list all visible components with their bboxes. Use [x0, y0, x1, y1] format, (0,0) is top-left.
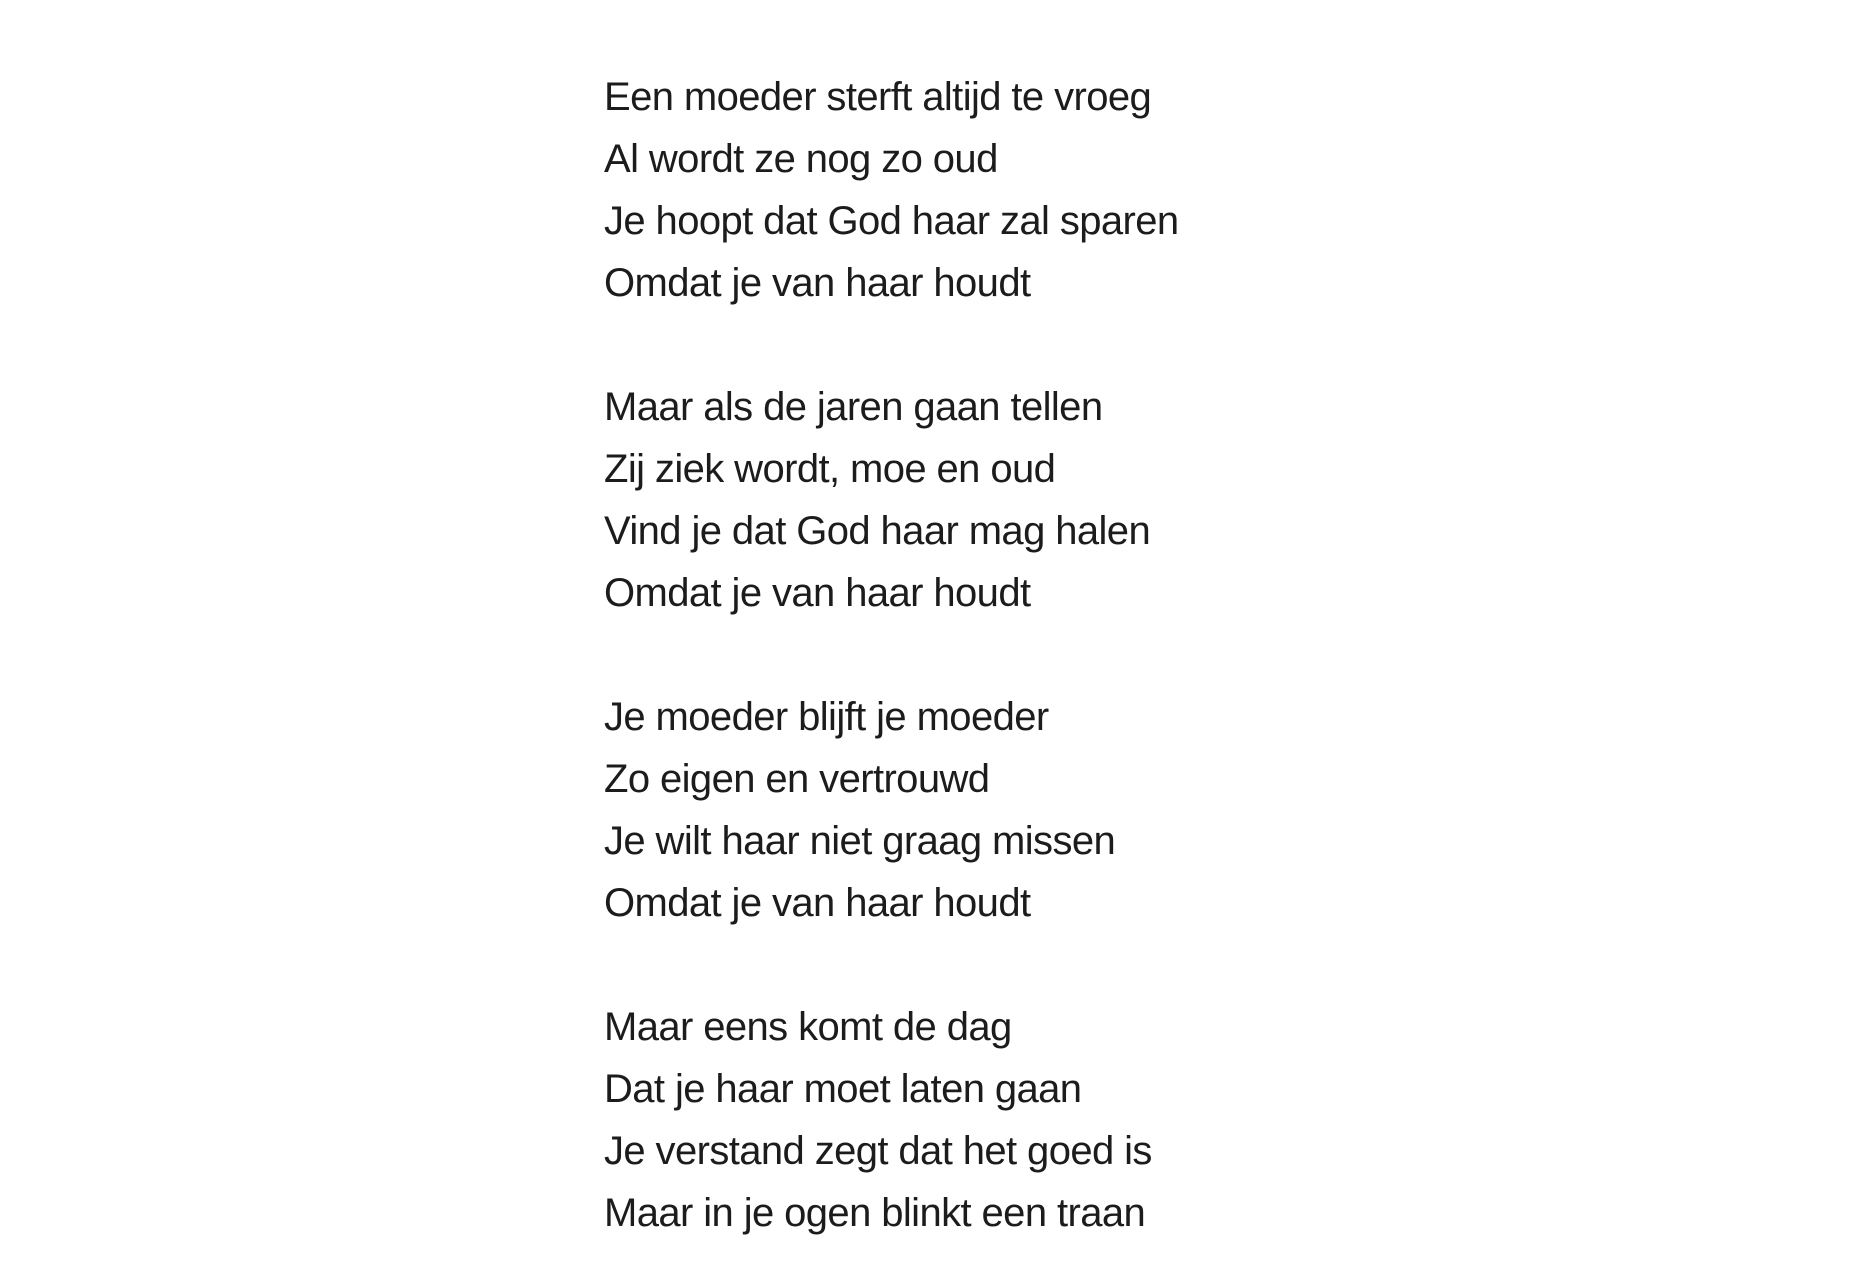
poem-line: Een moeder sterft altijd te vroeg	[604, 75, 1152, 119]
poem-line: Maar als de jaren gaan tellen	[604, 385, 1103, 429]
poem-line: Je verstand zegt dat het goed is	[604, 1129, 1152, 1173]
poem-line: Omdat je van haar houdt	[604, 881, 1031, 925]
poem-stanza-2	[604, 376, 1179, 624]
poem-line: Je hoopt dat God haar zal sparen	[604, 199, 1179, 243]
poem-line: Vind je dat God haar mag halen	[604, 509, 1151, 553]
poem-line: Je wilt haar niet graag missen	[604, 819, 1116, 863]
poem-line: Omdat je van haar houdt	[604, 261, 1031, 305]
poem-line: Je moeder blijft je moeder	[604, 695, 1049, 739]
poem-text-block	[604, 66, 1179, 1244]
poem-line: Maar eens komt de dag	[604, 1005, 1012, 1049]
poem-line: Dat je haar moet laten gaan	[604, 1067, 1082, 1111]
poem-line: Zij ziek wordt, moe en oud	[604, 447, 1056, 491]
poem-line: Al wordt ze nog zo oud	[604, 137, 998, 181]
poem-stanza-1	[604, 66, 1179, 314]
poem-line: Maar in je ogen blinkt een traan	[604, 1191, 1146, 1235]
poem-line: Omdat je van haar houdt	[604, 571, 1031, 615]
poem-stanza-4	[604, 996, 1179, 1244]
poem-stanza-3	[604, 686, 1179, 934]
poem-line: Zo eigen en vertrouwd	[604, 757, 990, 801]
